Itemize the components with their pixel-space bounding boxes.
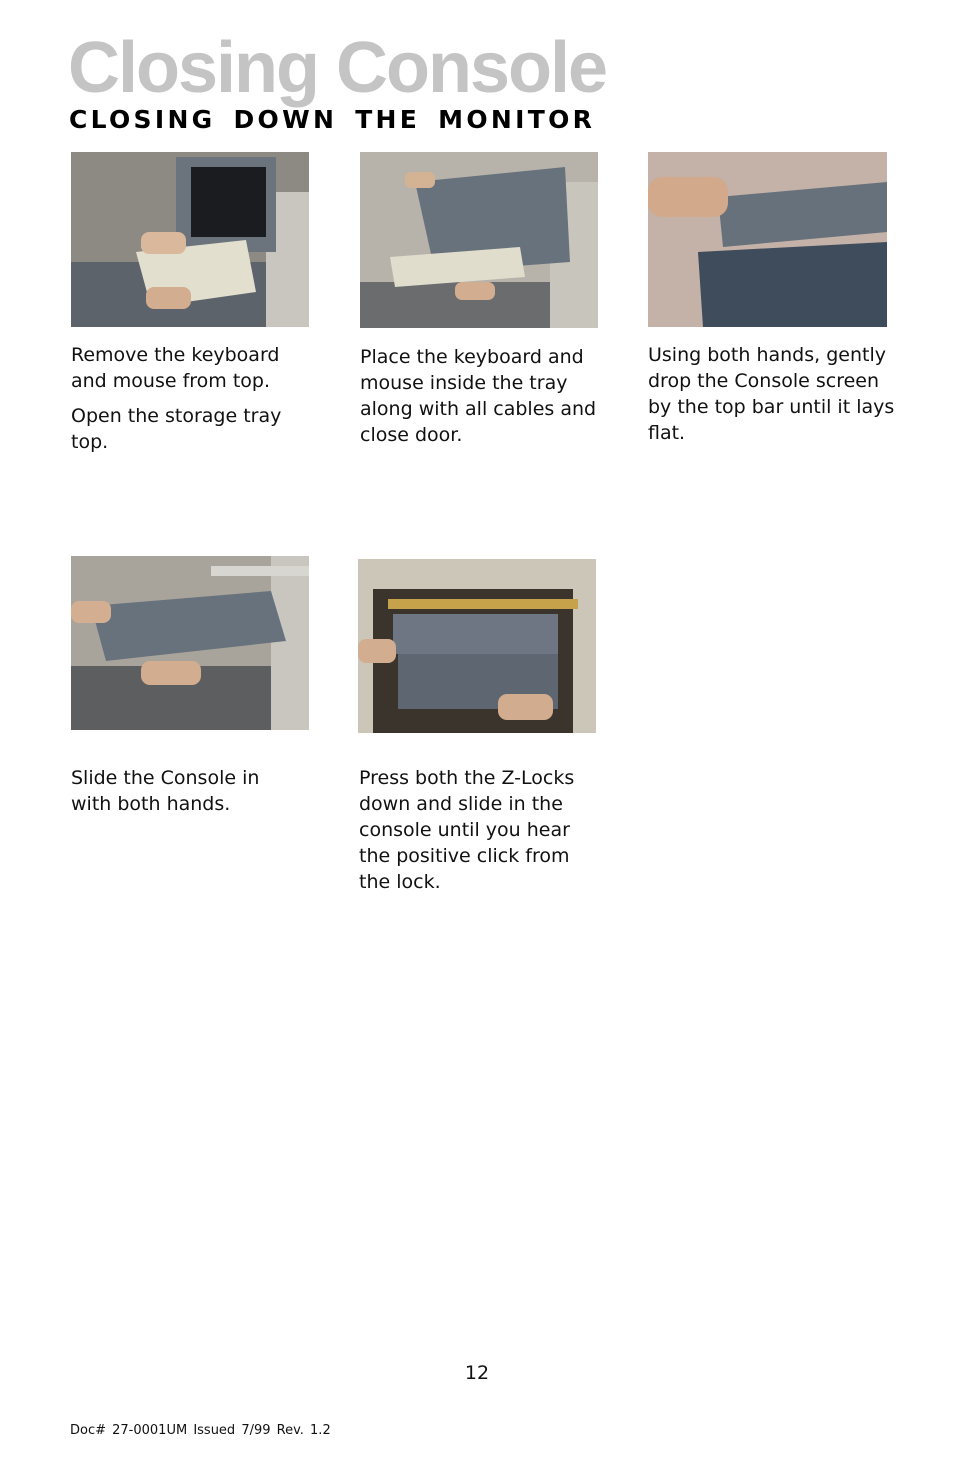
step-2-photo	[360, 152, 598, 328]
step-1-caption-line-1: Remove the keyboard and mouse from top.	[71, 344, 280, 392]
step-4-photo	[71, 556, 309, 730]
step-5-caption-line-1: Press both the Z-Locks down and slide in the console until you hear the positive click from the lock.	[359, 767, 575, 893]
step-4-caption	[71, 765, 301, 826]
step-2-caption-line-1: Place the keyboard and mouse inside the tray along with all cables and close door.	[360, 346, 597, 446]
step-3-caption-line-1: Using both hands, gently drop the Console screen by the top bar until it lays flat.	[648, 344, 895, 444]
step-5-caption	[359, 765, 599, 904]
page-number: 12	[464, 1362, 490, 1384]
step-3-caption	[648, 342, 898, 455]
step-4-caption-line-1: Slide the Console in with both hands.	[71, 767, 260, 815]
document-info: Doc# 27-0001UM Issued 7/99 Rev. 1.2	[70, 1423, 331, 1438]
page-title: Closing Console	[68, 28, 607, 108]
step-5-photo	[358, 559, 596, 733]
step-1-caption-line-2: Open the storage tray top.	[71, 405, 282, 453]
section-subtitle: CLOSING DOWN THE MONITOR	[69, 105, 596, 134]
step-1-caption	[71, 342, 321, 464]
step-3-photo	[648, 152, 887, 327]
step-2-caption	[360, 344, 610, 457]
step-1-photo	[71, 152, 309, 327]
